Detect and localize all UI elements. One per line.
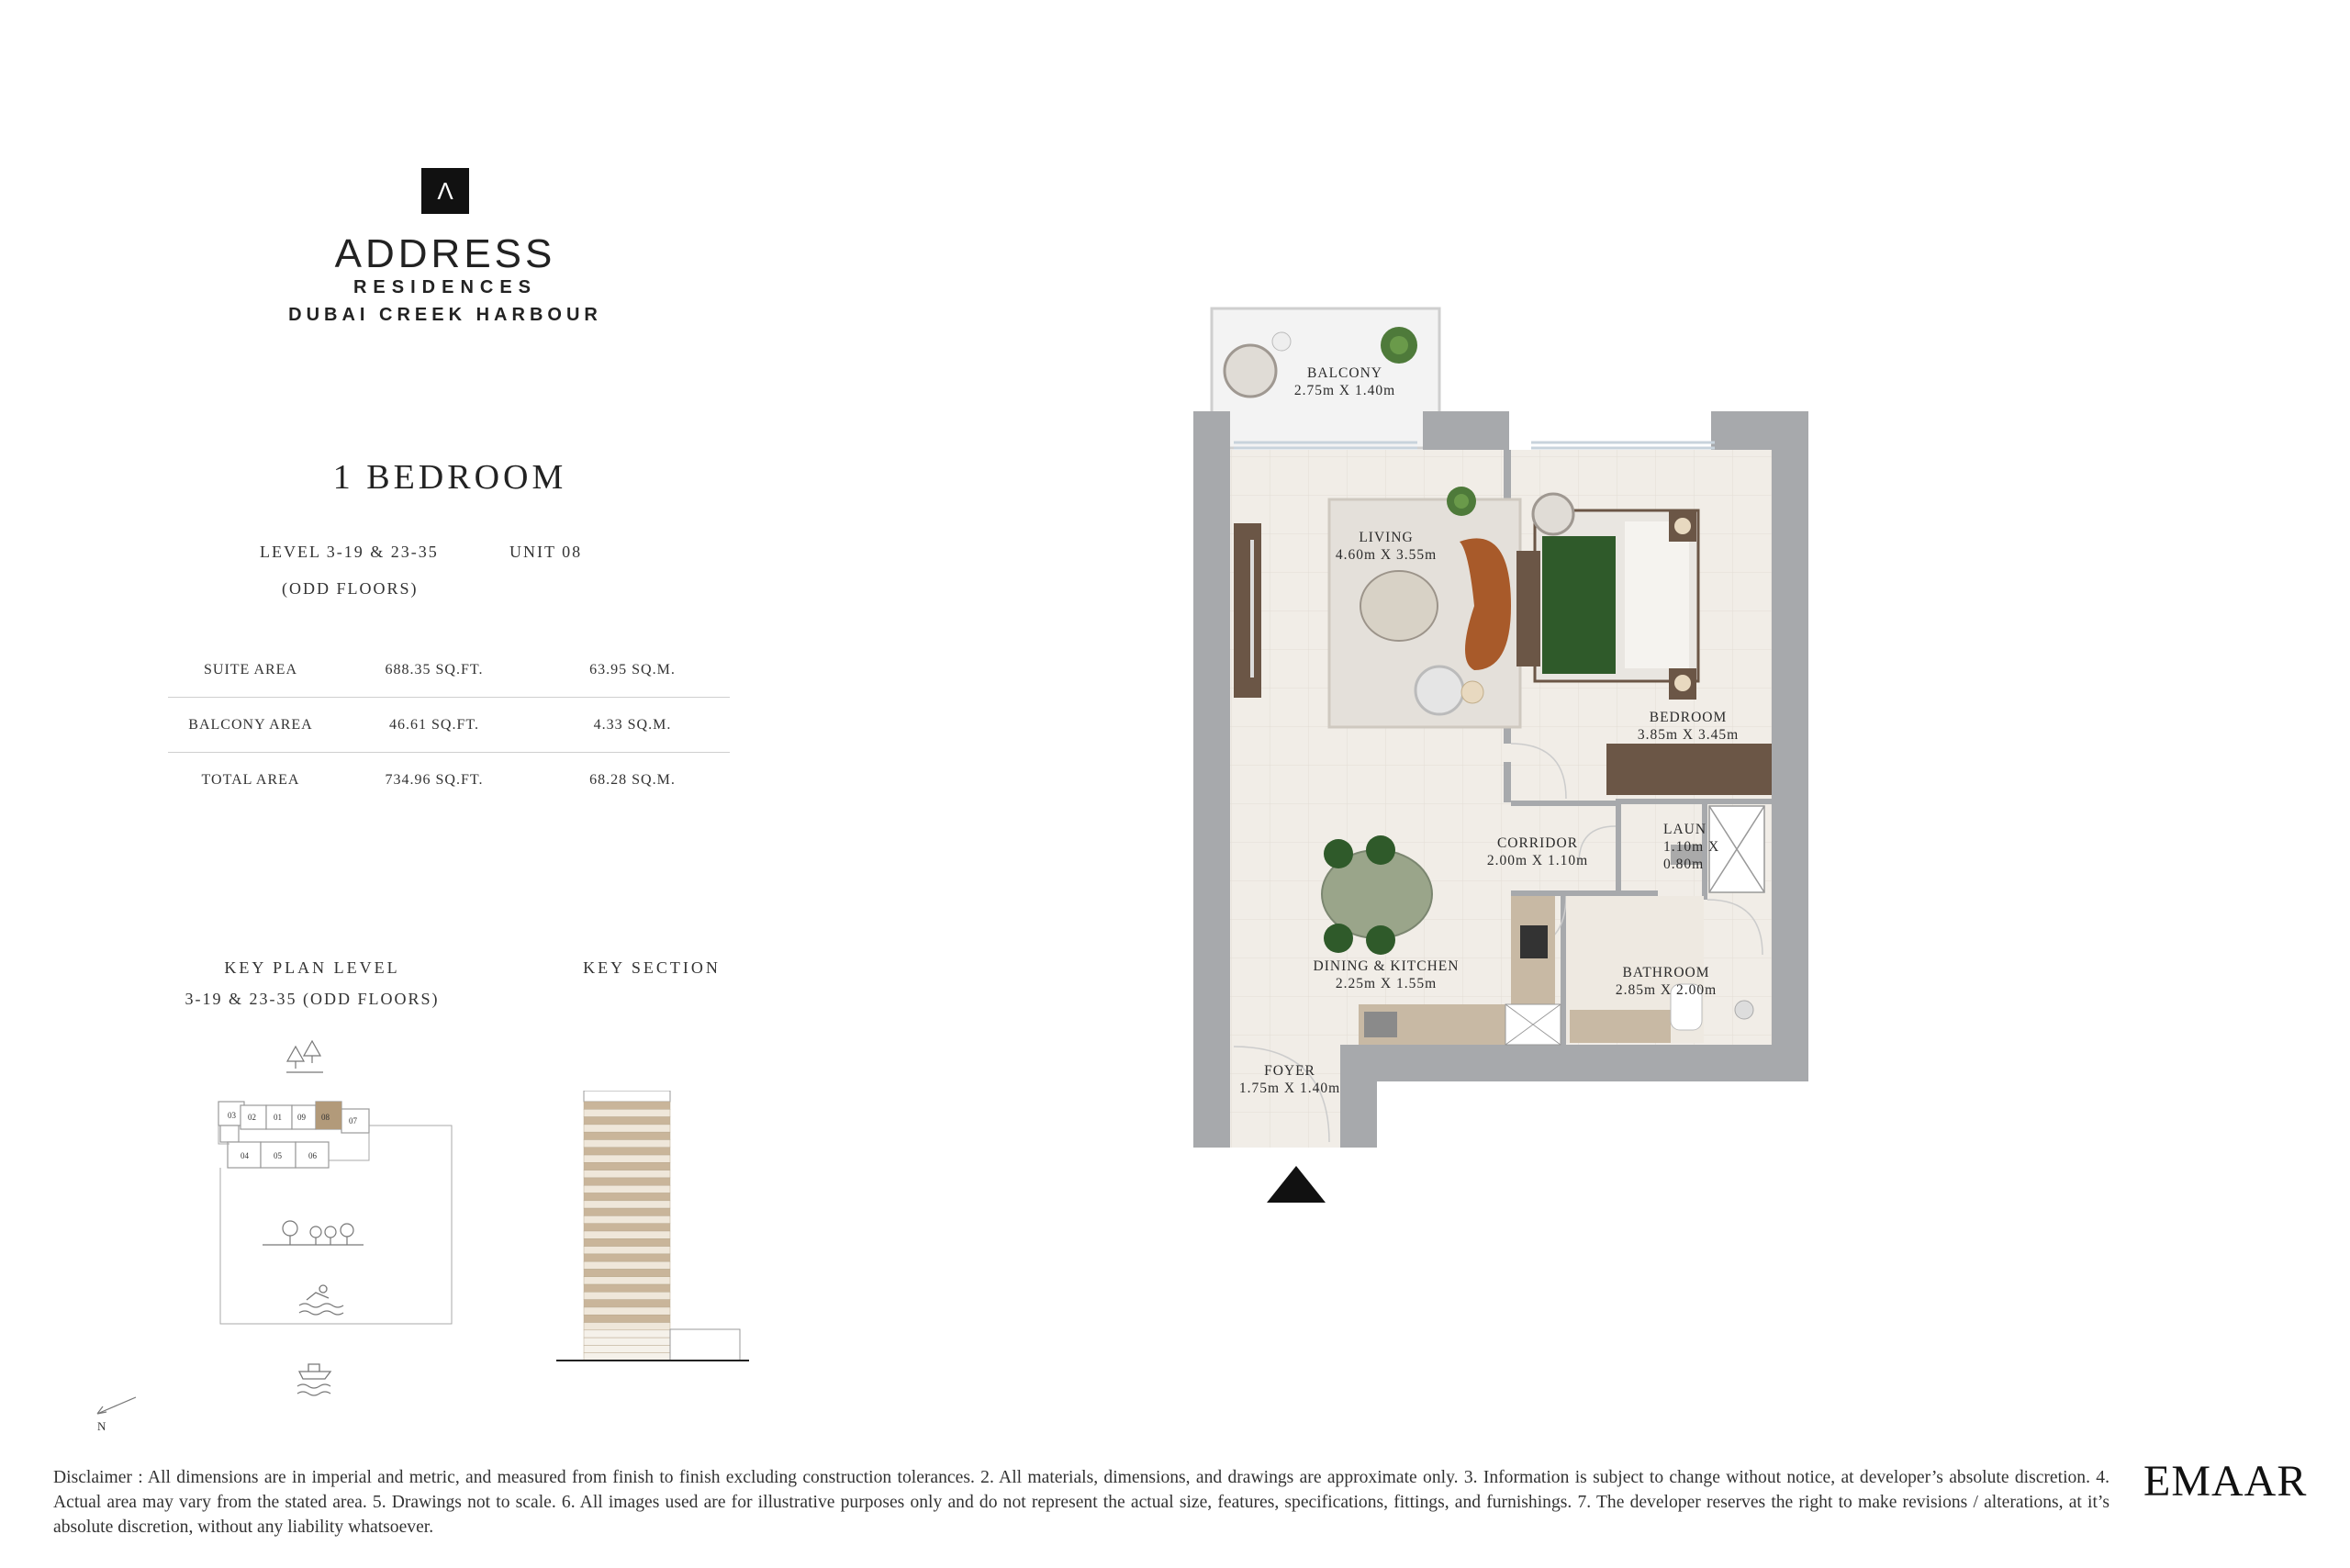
room-label-living [1313,529,1460,564]
brand-name: ADDRESS [334,231,556,276]
section-floor-band [584,1315,670,1322]
north-arrow-icon [97,1397,136,1414]
room-dimensions: 2.00m X 1.10m [1486,853,1589,868]
section-floor-band [584,1277,670,1284]
room-dimensions: 2.85m X 2.00m [1615,982,1718,998]
section-floor-band [584,1224,670,1231]
balcony-plant-icon [1381,327,1417,364]
section-floor-band [584,1300,670,1307]
garden-trees-icon [263,1221,364,1245]
section-floor-band [584,1162,670,1170]
area-sqft: 46.61 SQ.FT. [389,716,479,733]
unit-label-06: 06 [308,1151,317,1160]
section-floor-band [584,1261,670,1269]
fridge [1364,1012,1397,1037]
wardrobe [1606,744,1772,795]
unit-level: LEVEL 3-19 & 23-35 [260,543,439,561]
room-dimensions: 3.85m X 3.45m [1637,727,1740,743]
brand-subtitle: RESIDENCES [352,277,538,297]
section-floor-band [584,1269,670,1276]
north-label: N [97,1419,106,1432]
section-floor-band [584,1139,670,1147]
room-dimensions: 2.25m X 1.55m [1335,976,1438,991]
room-name: DINING & KITCHEN [1313,958,1460,974]
bedroom-chair [1533,494,1573,534]
section-floor-band [584,1155,670,1162]
unit-label-08: 08 [321,1113,330,1122]
section-floor-band [584,1338,670,1345]
unit-odd-floors: (ODD FLOORS) [282,579,419,598]
bed-throw [1542,536,1616,674]
vanity [1570,1010,1671,1043]
area-label: BALCONY AREA [188,716,313,733]
boat-icon [297,1364,330,1395]
unit-label-04: 04 [241,1151,249,1160]
plant-icon [1447,487,1476,516]
unit-label-05: 05 [274,1151,282,1160]
unit-label-07: 07 [349,1116,357,1126]
unit-number: UNIT 08 [509,543,583,561]
tv-unit [1234,523,1261,698]
area-sqm: 63.95 SQ.M. [589,661,676,678]
room-dimensions: 4.60m X 3.55m [1335,547,1438,563]
brand-location: DUBAI CREEK HARBOUR [288,305,602,325]
room-dimensions: 1.10m X [1663,839,1720,855]
section-floor-band [584,1345,670,1352]
brand-logo-mark [421,168,469,214]
room-name: BALCONY [1307,365,1382,381]
key-plan-diagram [83,1028,468,1432]
armchair [1416,666,1463,714]
unit-label-09: 09 [297,1113,306,1122]
room-label-laundry [1663,821,1737,873]
section-floor-band [584,1247,670,1254]
section-floor-band [584,1148,670,1155]
room-label-corridor [1460,834,1616,869]
area-label: SUITE AREA [204,661,297,678]
room-name: LIVING [1359,530,1414,545]
section-floor-band [584,1254,670,1261]
room-label-foyer [1230,1062,1349,1097]
key-section-diagram [556,1091,758,1366]
section-floors [584,1102,670,1361]
section-floor-band [584,1102,670,1109]
section-floor-band [584,1125,670,1132]
unit-label-02: 02 [248,1113,256,1122]
section-floor-band [584,1109,670,1116]
room-label-bedroom [1610,709,1766,744]
emaar-logo: EMAAR [2143,1457,2308,1506]
key-plan-title: KEY PLAN LEVEL [224,958,400,977]
area-sqm: 4.33 SQ.M. [593,716,672,733]
section-floor-band [584,1284,670,1292]
section-floor-band [584,1185,670,1193]
area-row-suite [168,643,730,697]
area-row-total [168,752,730,807]
section-floor-band [584,1238,670,1246]
section-floor-band [584,1208,670,1215]
section-floor-band [584,1292,670,1299]
section-floor-band [584,1215,670,1223]
section-floor-band [584,1170,670,1178]
balcony-chair [1225,345,1276,397]
key-plan-subtitle: 3-19 & 23-35 (ODD FLOORS) [185,990,440,1008]
swimming-pool-icon [299,1285,343,1315]
room-label-dining-kitchen [1294,958,1478,992]
section-floor-band [584,1231,670,1238]
logo-glyph: Λ [437,177,453,205]
coffee-table [1360,571,1438,641]
unit-type-heading: 1 BEDROOM [332,458,567,497]
room-name: BATHROOM [1622,965,1710,980]
disclaimer-text: Disclaimer : All dimensions are in imperial and metric, and measured from finish to finish excluding construction tolerances. 2. All materials, dimensions, and drawings are approximate only. 3. Information is subject to change without notice, at developer’s absolute discretion. 4. Actual area may vary from the stated area. 5. Drawings not to scale. 6. All images used are for illustrative purposes only and do not represent the actual size, features, specifications, fittings, and furnishings. 7. The developer reserves the right to make revisions / alterations, at it’s absolute discretion, without any liability whatsoever. [53,1468,2109,1537]
tree-icon [286,1041,323,1072]
section-floor-band [584,1201,670,1208]
room-dimensions: 1.75m X 1.40m [1238,1081,1341,1096]
room-dimensions-2: 0.80m [1663,857,1705,872]
area-sqft: 688.35 SQ.FT. [385,661,484,678]
area-sqft: 734.96 SQ.FT. [385,771,484,788]
section-floor-band [584,1178,670,1185]
room-name: LAUN [1663,822,1707,837]
room-name: CORRIDOR [1496,835,1579,851]
room-label-balcony [1271,364,1418,399]
section-floor-band [584,1330,670,1338]
section-floor-band [584,1117,670,1125]
area-label: TOTAL AREA [201,771,300,788]
key-section-title: KEY SECTION [583,958,721,977]
room-label-bathroom [1588,964,1744,999]
section-floor-band [584,1193,670,1201]
area-table [168,643,730,807]
unit-label-01: 01 [274,1113,282,1122]
section-floor-band [584,1132,670,1139]
room-name: BEDROOM [1649,710,1728,725]
entry-arrow-icon [1267,1166,1326,1203]
room-dimensions: 2.75m X 1.40m [1293,383,1396,398]
section-floor-band [584,1307,670,1315]
bedroom-tv-unit [1516,551,1540,666]
area-row-balcony [168,697,730,752]
area-sqm: 68.28 SQ.M. [589,771,676,788]
section-floor-band [584,1323,670,1330]
room-name: FOYER [1264,1063,1315,1079]
section-floor-band [584,1353,670,1361]
unit-label-03: 03 [228,1111,236,1120]
